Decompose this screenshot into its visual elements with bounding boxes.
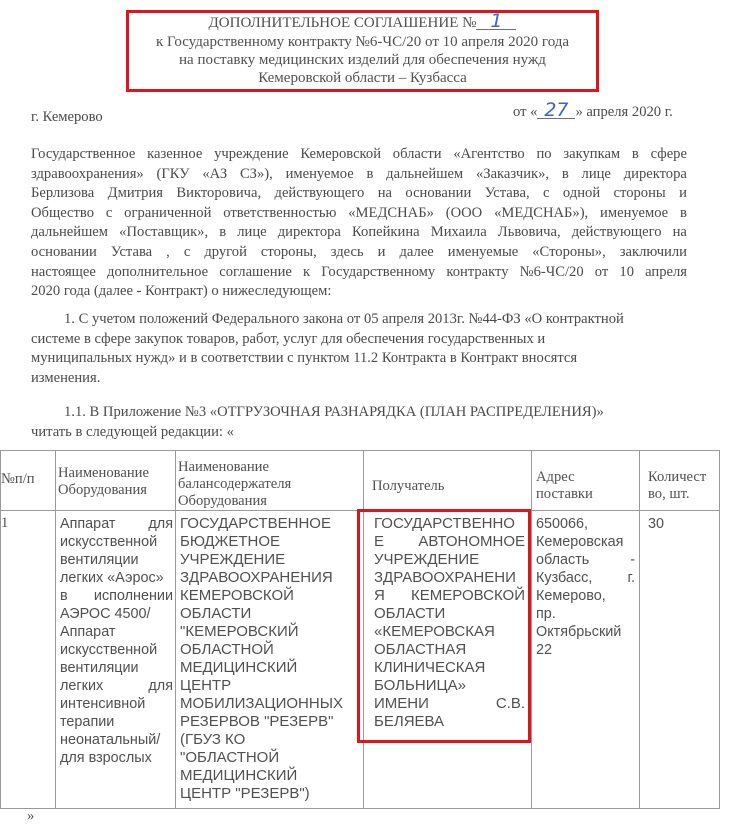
closing-quote: » — [27, 808, 35, 824]
date-day: 27 — [537, 103, 575, 119]
distribution-table — [0, 450, 720, 809]
document-title: ДОПОЛНИТЕЛЬНОЕ СОГЛАШЕНИЕ № 1 — [126, 14, 599, 32]
clause-1: 1. С учетом положений Федерального закона от 05 апреля 2013г. №44-ФЗ «О контрактной системе в сфере закупок товаров, работ, услуг для обеспечения государственных и муниципальных нужд» и в соответствии с пунктом 11.2 Контракта в Контракт вносятся изменения. — [31, 311, 624, 386]
row-qty: 30 — [640, 511, 720, 809]
date: от « 27 » апреля 2020 г. — [513, 99, 673, 121]
header-address: Адрес поставки — [532, 451, 640, 511]
header-qty: Количест во, шт. — [640, 451, 720, 511]
header-recipient: Получатель — [364, 451, 532, 511]
row-recipient: ГОСУДАРСТВЕННО Е АВТОНОМНОЕ УЧРЕЖДЕНИЕ ЗДРАВООХРАНЕНИ Я КЕМЕРОВСКОЙ ОБЛАСТИ «КЕМЕРОВСКАЯ ОБЛАСТНАЯ КЛИНИЧЕСКАЯ БОЛЬНИЦА» ИМЕНИ С.В. БЕЛЯЕВА — [364, 511, 532, 809]
title-line-2: к Государственному контракту №6-ЧС/20 от 10 апреля 2020 года — [155, 34, 570, 50]
row-num: 1 — [1, 511, 56, 809]
header-holder: Наименование балансодержателя Оборудования — [176, 451, 364, 511]
header-equipment: Наименование Оборудования — [56, 451, 176, 511]
row-equipment: Аппарат для искусственной вентиляции легких «Аэрос» в исполнении АЭРОС 4500/ Аппарат искусственной вентиляции легких для интенсивной терапии неонатальный/ для взрослых — [56, 511, 176, 809]
clause-1-1: 1.1. В Приложение №3 «ОТГРУЗОЧНАЯ РАЗНАРЯДКА (ПЛАН РАСПРЕДЕЛЕНИЯ)» читать в следующей редакции: « — [31, 404, 604, 440]
header-num: №п/п — [1, 451, 56, 511]
city: г. Кемерово — [31, 109, 103, 125]
table-row — [1, 511, 720, 809]
title-line-3: на поставку медицинских изделий для обеспечения нужд — [179, 52, 546, 68]
table-header-row — [1, 451, 720, 511]
intro-paragraph: Государственное казенное учреждение Кемеровской области «Агентство по закупкам в сфере здравоохранения» (ГКУ «АЗ СЗ»), именуемое в дальнейшем «Заказчик», в лице директора Берлизова Дмитрия Викторовича, действующего на основании Устава, с одной стороны и Общество с ограниченной ответственностью «МЕДСНАБ» (ООО «МЕДСНАБ»), именуемое в дальнейшем «Поставщик», в лице директора Копейкина Михаила Львовича, действующего на основании Устава , с другой стороны, здесь и далее именуемые «Стороны», заключили настоящее дополнительное соглашение к Государственному контракту №6-ЧС/20 от 10 апреля 2020 года (далее - Контракт) о нижеследующем: — [31, 146, 687, 300]
title-line-4: Кемеровской области – Кузбасса — [258, 70, 467, 86]
agreement-number: 1 — [476, 14, 516, 30]
row-address: 650066, Кемеровская область - Кузбасс, г. Кемерово, пр. Октябрьский 22 — [532, 511, 640, 809]
row-holder: ГОСУДАРСТВЕННОЕ БЮДЖЕТНОЕ УЧРЕЖДЕНИЕ ЗДРАВООХРАНЕНИЯ КЕМЕРОВСКОЙ ОБЛАСТИ "КЕМЕРОВСКИЙ ОБЛАСТНОЙ МЕДИЦИНСКИЙ ЦЕНТР МОБИЛИЗАЦИОННЫХ РЕЗЕРВОВ "РЕЗЕРВ" (ГБУЗ КО "ОБЛАСТНОЙ МЕДИЦИНСКИЙ ЦЕНТР "РЕЗЕРВ") — [176, 511, 364, 809]
